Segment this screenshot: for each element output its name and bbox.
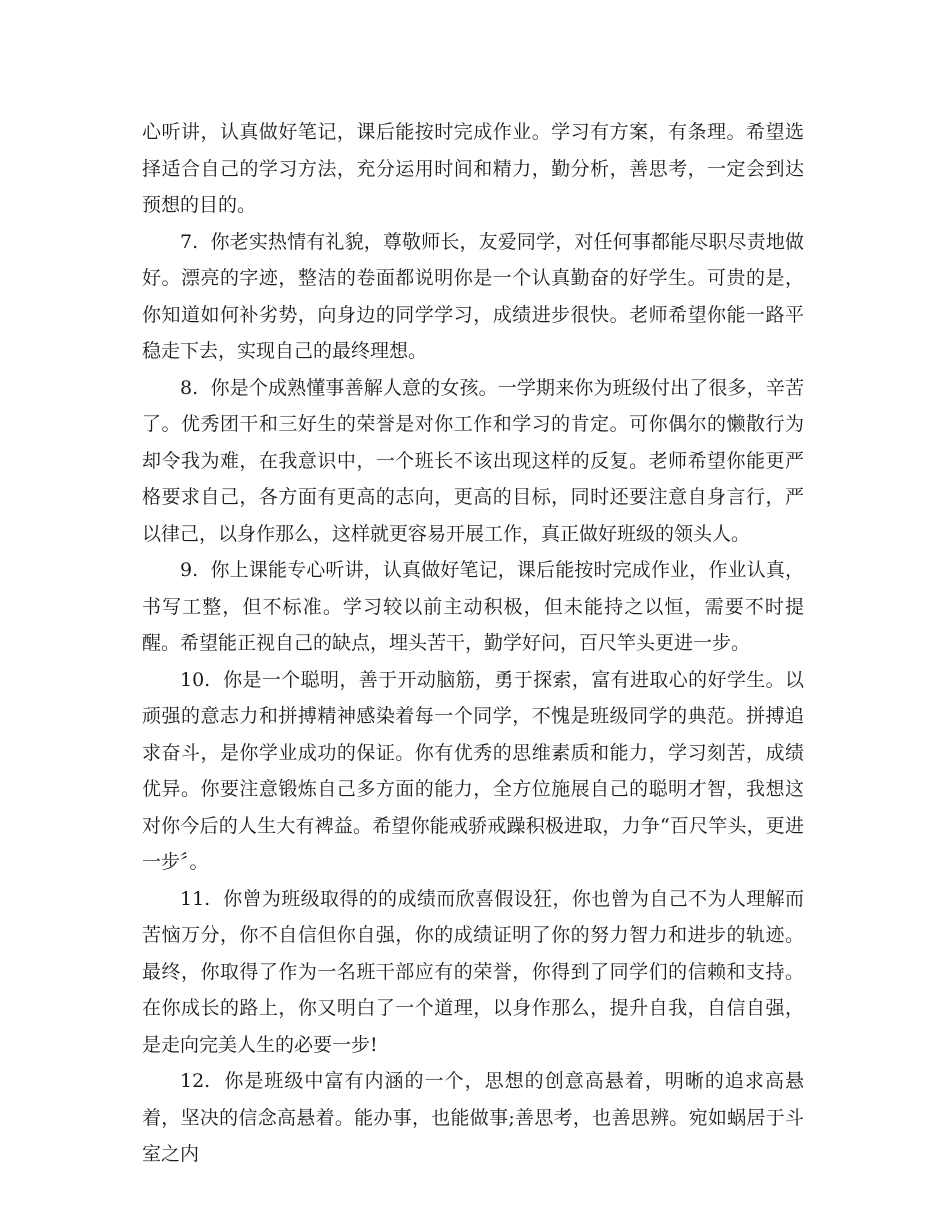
paragraph-number: 11. (180, 887, 211, 910)
paragraph-8 (142, 370, 804, 553)
paragraph-number: 12. (180, 1070, 211, 1092)
paragraph-text: 心听讲，认真做好笔记，课后能按时完成作业。学习有方案，有条理。希望选择适合自己的学习方法，充分运用时间和精力，勤分析，善思考，一定会到达预想的目的。 (142, 121, 804, 216)
paragraph-text: 你是班级中富有内涵的一个，思想的创意高悬着，明晰的追求高悬着，坚决的信念高悬着。能办事，也能做事;善思考，也善思辨。宛如蜗居于斗室之内 (142, 1070, 804, 1165)
paragraph-number: 10. (180, 668, 211, 691)
paragraph-7 (142, 224, 804, 370)
paragraph-number: 7. (180, 230, 199, 253)
paragraph-text: 你是一个聪明，善于开动脑筋，勇于探索，富有进取心的好学生。以顽强的意志力和拼搏精神感染着每一个同学，不愧是班级同学的典范。拼搏追求奋斗，是你学业成功的保证。你有优秀的思维素质和能力，学习刻苦，成绩优异。你要注意锻炼自己多方面的能力，全方位施展自己的聪明才智，我想这对你今后的人生大有裨益。希望你能戒骄戒躁积极进取，力争“百尺竿头，更进一步〞。 (142, 668, 804, 873)
paragraph-text: 你是个成熟懂事善解人意的女孩。一学期来你为班级付出了很多，辛苦了。优秀团干和三好生的荣誉是对你工作和学习的肯定。可你偶尔的懒散行为却令我为难，在我意识中，一个班长不该出现这样的反复。老师希望你能更严格要求自己，各方面有更高的志向，更高的目标，同时还要注意自身言行，严以律己，以身作那么，这样就更容易开展工作，真正做好班级的领头人。 (142, 376, 804, 545)
paragraph-12 (142, 1063, 804, 1173)
paragraph-continued (142, 114, 804, 224)
paragraph-text: 你老实热情有礼貌，尊敬师长，友爱同学，对任何事都能尽职尽责地做好。漂亮的字迹，整洁的卷面都说明你是一个认真勤奋的好学生。可贵的是，你知道如何补劣势，向身边的同学学习，成绩进步很快。老师希望你能一路平稳走下去，实现自己的最终理想。 (142, 230, 804, 362)
paragraph-text: 你曾为班级取得的的成绩而欣喜假设狂，你也曾为自己不为人理解而苦恼万分，你不自信但你自强，你的成绩证明了你的努力智力和进步的轨迹。最终，你取得了作为一名班干部应有的荣誉，你得到了同学们的信赖和支持。在你成长的路上，你又明白了一个道理，以身作那么，提升自我，自信自强，是走向完美人生的必要一步! (142, 887, 804, 1056)
paragraph-10 (142, 662, 804, 881)
document-body (142, 114, 804, 1173)
paragraph-text: 你上课能专心听讲，认真做好笔记，课后能按时完成作业，作业认真，书写工整，但不标准。学习较以前主动积极，但未能持之以恒，需要不时提醒。希望能正视自己的缺点，埋头苦干，勤学好问，百尺竿头更进一步。 (142, 559, 804, 654)
paragraph-9 (142, 552, 804, 662)
paragraph-11 (142, 881, 804, 1064)
paragraph-number: 9. (180, 559, 199, 581)
paragraph-number: 8. (180, 376, 199, 399)
